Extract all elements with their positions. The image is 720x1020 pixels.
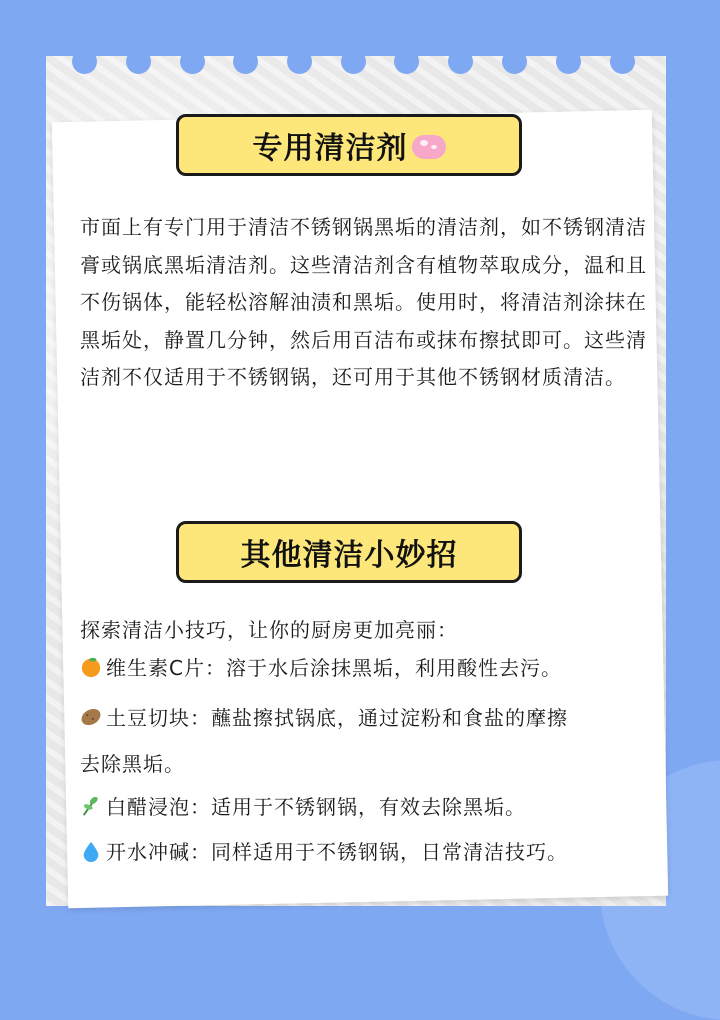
tip-item-continued: 去除黑垢。 <box>80 752 185 776</box>
tip-text: 土豆切块：蘸盐擦拭锅底，通过淀粉和食盐的摩擦 <box>106 706 568 730</box>
cleaner-paragraph: 市面上有专门用于清洁不锈钢锅黑垢的清洁剂，如不锈钢清洁膏或锅底黑垢清洁剂。这些清洁剂含有植物萃取成分，温和且不伤锅体，能轻松溶解油渍和黑垢。使用时，将清洁剂涂抹在黑垢处，静置几分钟，然后用百洁布或抹布擦拭即可。这些清洁剂不仅适用于不锈钢锅，还可用于其他不锈钢材质清洁。 <box>80 215 647 389</box>
tip-item <box>80 791 526 820</box>
section-title-tips <box>176 521 522 583</box>
herb-icon <box>80 795 102 817</box>
tip-text: 开水冲碱：同样适用于不锈钢锅，日常清洁技巧。 <box>106 840 568 864</box>
potato-icon <box>80 706 102 728</box>
tips-intro: 探索清洁小技巧，让你的厨房更加亮丽： <box>80 618 458 642</box>
tip-text: 白醋浸泡：适用于不锈钢锅，有效去除黑垢。 <box>106 795 526 819</box>
tip-item <box>80 702 568 731</box>
water-drop-icon <box>80 840 102 862</box>
tip-item <box>80 836 568 865</box>
section-title-text: 专用清洁剂 <box>252 131 408 166</box>
tip-text: 维生素C片：溶于水后涂抹黑垢，利用酸性去污。 <box>106 656 562 680</box>
soap-icon <box>412 135 446 159</box>
section-title-text: 其他清洁小妙招 <box>240 538 458 573</box>
orange-icon <box>80 656 102 678</box>
tip-item <box>80 652 562 681</box>
section-title-cleaner <box>176 114 522 176</box>
